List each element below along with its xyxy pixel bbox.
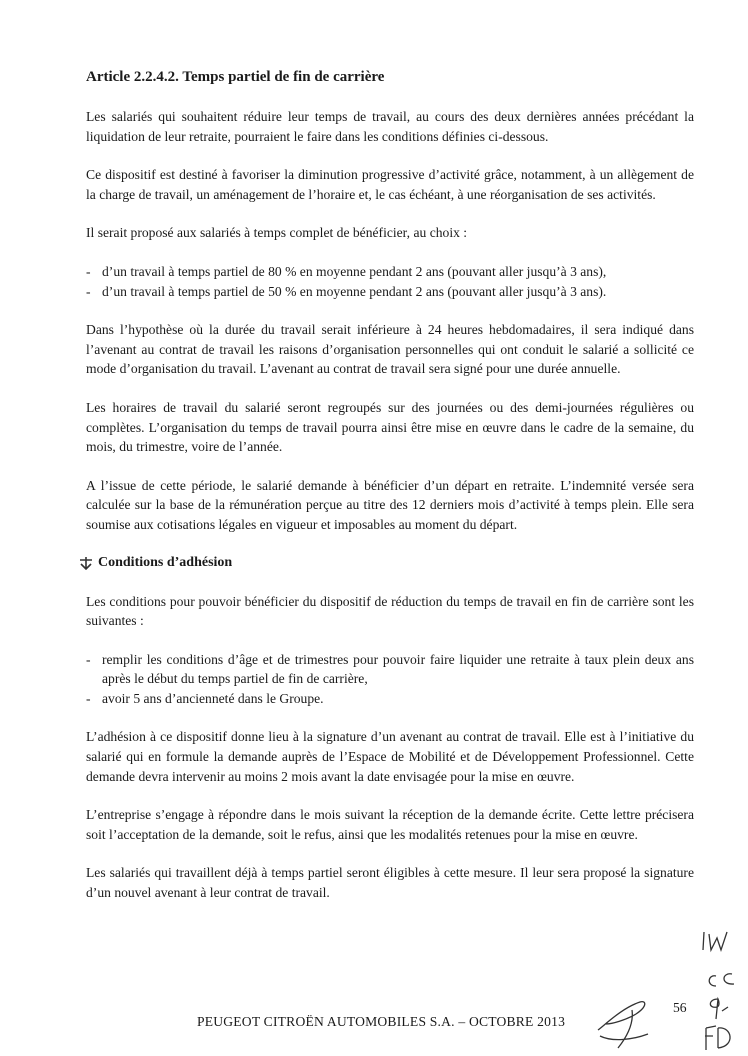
handwritten-initials-cc xyxy=(702,970,738,992)
list-item xyxy=(86,262,694,282)
paragraph: A l’issue de cette période, le salarié demande à bénéficier d’un départ en retraite. L’indemnité versée sera calculée sur la base de la rémunération perçue au titre des 12 derniers mois d’activité à temps plein. Elle sera soumise aux cotisations légales en vigueur et imposables au moment du départ. xyxy=(86,477,694,532)
dash-bullet: - xyxy=(86,690,91,706)
dash-bullet: - xyxy=(86,283,91,299)
page-number: 56 xyxy=(673,1000,687,1015)
list-item-text: remplir les conditions d’âge et de trimestres pour pouvoir faire liquider une retraite à taux plein deux ans après le début du temps partiel de fin de carrière, xyxy=(102,651,694,687)
handwritten-initials-iw xyxy=(700,928,736,954)
page-footer: PEUGEOT CITROËN AUTOMOBILES S.A. – OCTOBRE 2013 xyxy=(197,1014,566,1029)
arrow-bullet-icon xyxy=(78,556,94,570)
paragraph: Les salariés qui souhaitent réduire leur temps de travail, au cours des deux dernières années précédant la liquidation de leur retraite, pourraient le faire dans les conditions définies ci-dessous. xyxy=(86,109,694,144)
handwritten-signature xyxy=(592,994,656,1054)
paragraph: Les horaires de travail du salarié seront regroupés sur des journées ou des demi-journées régulières ou complètes. L’organisation du temps de travail pourra ainsi être mise en œuvre dans le cadre de la semaine, du mois, du trimestre, voire de l’année. xyxy=(86,399,694,455)
list-item-text: d’un travail à temps partiel de 50 % en moyenne pendant 2 ans (pouvant aller jusqu’à 3 ans). xyxy=(102,283,607,299)
options-list xyxy=(86,262,694,301)
list-item-text: d’un travail à temps partiel de 80 % en moyenne pendant 2 ans (pouvant aller jusqu’à 3 ans), xyxy=(102,263,607,279)
handwritten-initials-fd xyxy=(700,1022,740,1052)
section-heading-text: Conditions d’adhésion xyxy=(98,554,233,570)
paragraph: Les salariés qui travaillent déjà à temps partiel seront éligibles à cette mesure. Il leur sera proposé la signature d’un nouvel avenant à leur contrat de travail. xyxy=(86,865,694,901)
list-item-text: avoir 5 ans d’ancienneté dans le Groupe. xyxy=(102,690,324,706)
dash-bullet: - xyxy=(86,651,91,667)
list-item xyxy=(86,689,694,709)
document-page xyxy=(86,68,694,922)
article-title: Article 2.2.4.2. Temps partiel de fin de carrière xyxy=(86,69,385,85)
section-heading xyxy=(78,554,694,572)
dash-bullet: - xyxy=(86,263,91,279)
list-item xyxy=(86,282,694,302)
handwritten-initials-q xyxy=(702,995,732,1021)
paragraph: Ce dispositif est destiné à favoriser la diminution progressive d’activité grâce, notamment, à un allègement de la charge de travail, un aménagement de l’horaire et, le cas échéant, à une réorganisation de ses activités. xyxy=(86,167,694,202)
paragraph: L’entreprise s’engage à répondre dans le mois suivant la réception de la demande écrite. Cette lettre précisera soit l’acceptation de la demande, soit le refus, ainsi que les modalités retenues pour la mise en œuvre. xyxy=(86,807,694,842)
paragraph: L’adhésion à ce dispositif donne lieu à la signature d’un avenant au contrat de travail. Elle est à l’initiative du salarié qui en formule la demande auprès de l’Espace de Mobilité et de Développement Professionnel. Cette demande devra intervenir au moins 2 mois avant la date envisagée pour la mise en œuvre. xyxy=(86,729,694,784)
paragraph: Il serait proposé aux salariés à temps complet de bénéficier, au choix : xyxy=(86,225,468,241)
paragraph: Dans l’hypothèse où la durée du travail serait inférieure à 24 heures hebdomadaires, il sera indiqué dans l’avenant au contrat de travail les raisons d’organisation personnelles qui ont conduit le salarié a sollicité ce mode d’organisation du travail. L’avenant au contrat de travail sera signé pour une durée annuelle. xyxy=(86,322,694,377)
conditions-list xyxy=(86,650,694,709)
paragraph: Les conditions pour pouvoir bénéficier du dispositif de réduction du temps de travail en fin de carrière sont les suivantes : xyxy=(86,593,694,629)
list-item xyxy=(86,650,694,689)
